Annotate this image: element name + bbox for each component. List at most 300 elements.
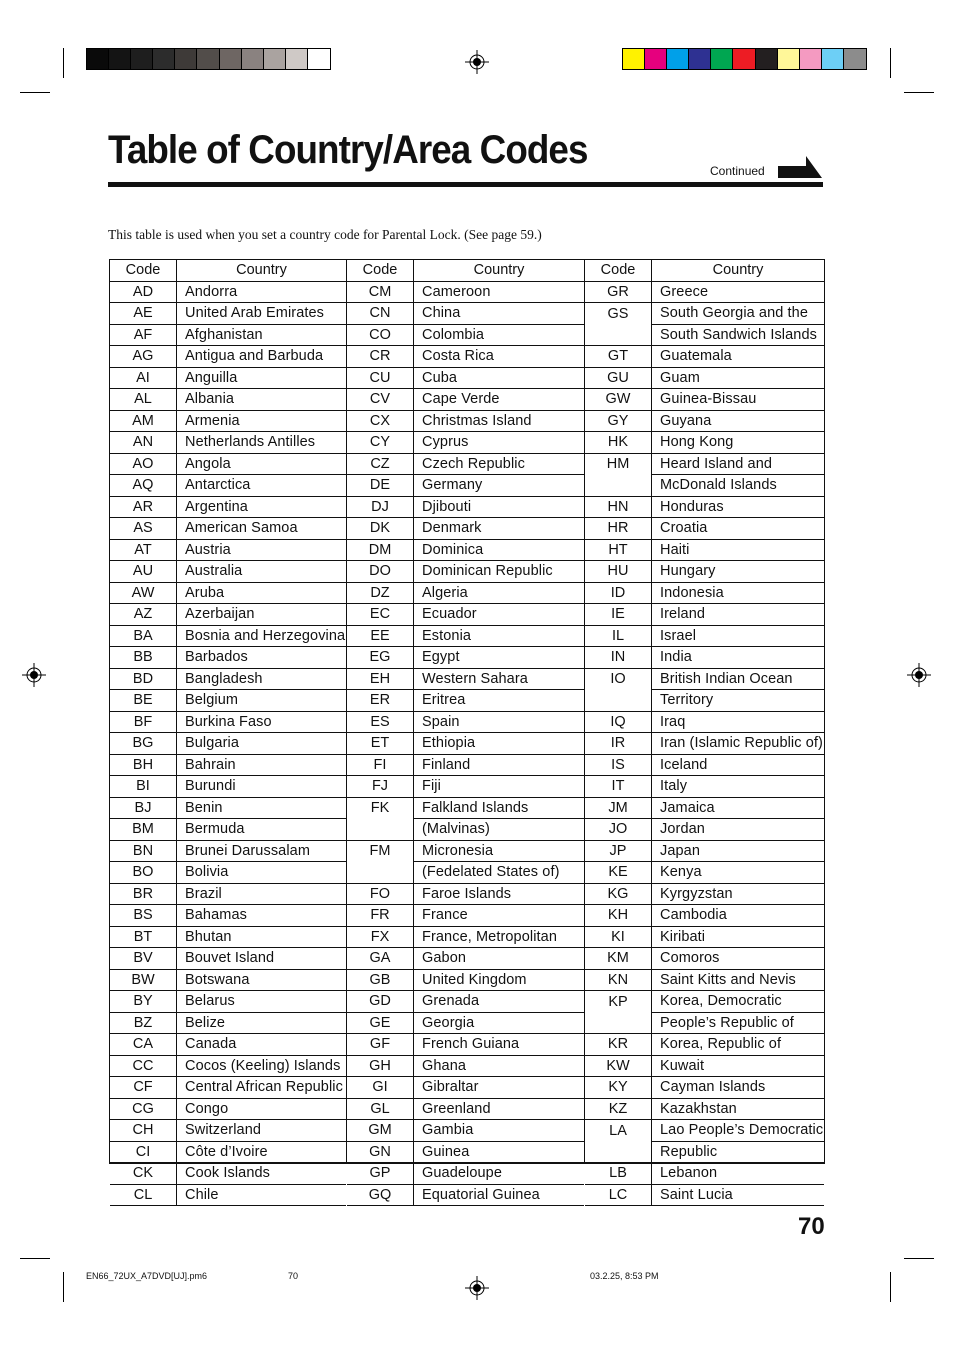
footer-page: 70 [288, 1271, 299, 1281]
country-code: AR [110, 496, 177, 518]
table-row [585, 410, 824, 432]
country-code: AG [110, 346, 177, 368]
country-header: Country [652, 260, 825, 281]
country-code: BW [110, 969, 177, 991]
table-row [585, 969, 824, 991]
table-row [110, 1120, 346, 1142]
country-name: Czech Republic [414, 453, 585, 475]
country-name: Faroe Islands [414, 883, 585, 905]
crop-mark [890, 48, 891, 78]
country-name: Iceland [652, 754, 825, 776]
country-name: Brunei Darussalam [177, 840, 347, 862]
table-row [110, 711, 346, 733]
country-code: IL [585, 625, 652, 647]
country-code: GP [347, 1163, 414, 1185]
country-name: Japan [652, 840, 825, 862]
color-swatch [822, 49, 844, 69]
table-row [585, 604, 824, 626]
country-name: Chile [177, 1184, 347, 1206]
intro-text: This table is used when you set a country code for Parental Lock. (See page 59.) [108, 227, 542, 242]
country-code: HK [585, 432, 652, 454]
country-name: Cuba [414, 367, 585, 389]
country-code: GA [347, 948, 414, 970]
table-row [110, 668, 346, 690]
color-swatch [109, 49, 131, 69]
table-row [347, 539, 584, 561]
table-row [347, 432, 584, 454]
table-row [347, 1055, 584, 1077]
table-row [110, 862, 346, 884]
country-code-empty [347, 862, 414, 884]
country-name: United Kingdom [414, 969, 585, 991]
country-name: Djibouti [414, 496, 585, 518]
country-code: LA [585, 1120, 652, 1142]
table-row [110, 518, 346, 540]
country-code: BI [110, 776, 177, 798]
country-name: Congo [177, 1098, 347, 1120]
country-code: CY [347, 432, 414, 454]
code-header: Code [347, 260, 414, 281]
country-name: Armenia [177, 410, 347, 432]
country-code: LB [585, 1163, 652, 1185]
table-row [347, 1141, 584, 1163]
table-row [347, 518, 584, 540]
country-code: BO [110, 862, 177, 884]
table-row [110, 969, 346, 991]
table-row [110, 1098, 346, 1120]
country-name: Antarctica [177, 475, 347, 497]
country-code: AT [110, 539, 177, 561]
country-name: Western Sahara [414, 668, 585, 690]
country-code: CF [110, 1077, 177, 1099]
table-row [110, 582, 346, 604]
country-code: FM [347, 840, 414, 862]
country-code: KE [585, 862, 652, 884]
table-row [347, 281, 584, 303]
country-code: AO [110, 453, 177, 475]
country-code: AN [110, 432, 177, 454]
country-code: AL [110, 389, 177, 411]
country-name: Lao People’s Democratic [652, 1120, 825, 1142]
table-row [347, 690, 584, 712]
table-row [585, 367, 824, 389]
country-code: DJ [347, 496, 414, 518]
table-row [347, 991, 584, 1013]
country-name: Egypt [414, 647, 585, 669]
country-code: CH [110, 1120, 177, 1142]
country-code: CI [110, 1141, 177, 1163]
crop-mark [63, 1272, 64, 1302]
country-name-continued: People’s Republic of [652, 1012, 825, 1034]
country-code: AU [110, 561, 177, 583]
country-code: GD [347, 991, 414, 1013]
country-name: Bahrain [177, 754, 347, 776]
country-code: EH [347, 668, 414, 690]
table-row [585, 1141, 824, 1163]
country-code: EG [347, 647, 414, 669]
country-name: Albania [177, 389, 347, 411]
country-name: Guadeloupe [414, 1163, 585, 1185]
country-name: Ethiopia [414, 733, 585, 755]
country-code: ES [347, 711, 414, 733]
country-code: AF [110, 324, 177, 346]
country-name: Micronesia [414, 840, 585, 862]
table-row [585, 1184, 824, 1206]
country-code: IQ [585, 711, 652, 733]
country-code: GY [585, 410, 652, 432]
country-code-empty [585, 1141, 652, 1163]
country-code: CL [110, 1184, 177, 1206]
country-code: GL [347, 1098, 414, 1120]
table-row [585, 1012, 824, 1034]
country-code: BY [110, 991, 177, 1013]
country-name: Bouvet Island [177, 948, 347, 970]
country-name: Bahamas [177, 905, 347, 927]
country-code: CK [110, 1163, 177, 1185]
country-code: FK [347, 797, 414, 819]
table-row [110, 776, 346, 798]
crop-mark [20, 1258, 50, 1259]
country-name: Saint Kitts and Nevis [652, 969, 825, 991]
country-code: AE [110, 303, 177, 325]
table-row [347, 1034, 584, 1056]
country-code: FJ [347, 776, 414, 798]
table-row [110, 1034, 346, 1056]
color-swatch [711, 49, 733, 69]
country-name: Bermuda [177, 819, 347, 841]
footer-datetime: 03.2.25, 8:53 PM [590, 1271, 659, 1281]
country-name-continued: Republic [652, 1141, 825, 1163]
table-row [110, 948, 346, 970]
country-code: KW [585, 1055, 652, 1077]
color-swatch [689, 49, 711, 69]
country-name: Kiribati [652, 926, 825, 948]
table-row [347, 647, 584, 669]
country-name: Côte d’Ivoire [177, 1141, 347, 1163]
country-code: HR [585, 518, 652, 540]
table-row [347, 346, 584, 368]
table-row [347, 475, 584, 497]
country-code: KY [585, 1077, 652, 1099]
country-code: KP [585, 991, 652, 1013]
country-code: KM [585, 948, 652, 970]
country-name: India [652, 647, 825, 669]
country-code: GE [347, 1012, 414, 1034]
country-code: FR [347, 905, 414, 927]
table-row [110, 432, 346, 454]
country-name: Algeria [414, 582, 585, 604]
color-swatch [264, 49, 286, 69]
table-row [347, 303, 584, 325]
country-name: British Indian Ocean [652, 668, 825, 690]
table-row [347, 1163, 584, 1185]
country-name: American Samoa [177, 518, 347, 540]
table-row [110, 754, 346, 776]
color-swatch [220, 49, 242, 69]
color-swatch [242, 49, 264, 69]
table-row [347, 625, 584, 647]
table-row [585, 1163, 824, 1185]
country-code: BN [110, 840, 177, 862]
country-name: Guyana [652, 410, 825, 432]
color-swatch [286, 49, 308, 69]
country-name: French Guiana [414, 1034, 585, 1056]
country-name-continued: McDonald Islands [652, 475, 825, 497]
table-row [347, 1120, 584, 1142]
table-row [110, 367, 346, 389]
country-name: Fiji [414, 776, 585, 798]
country-name: Equatorial Guinea [414, 1184, 585, 1206]
country-code: HN [585, 496, 652, 518]
country-name: Gambia [414, 1120, 585, 1142]
table-row [347, 496, 584, 518]
country-code: GB [347, 969, 414, 991]
table-row [110, 410, 346, 432]
registration-target-icon [465, 50, 489, 74]
country-name: Australia [177, 561, 347, 583]
table-row [347, 1098, 584, 1120]
country-name: Dominica [414, 539, 585, 561]
country-name: Saint Lucia [652, 1184, 825, 1206]
country-code: KZ [585, 1098, 652, 1120]
country-name: Botswana [177, 969, 347, 991]
country-code: BJ [110, 797, 177, 819]
country-name: Hungary [652, 561, 825, 583]
table-row [347, 668, 584, 690]
country-code: BF [110, 711, 177, 733]
country-name-continued: (Malvinas) [414, 819, 585, 841]
country-name: Burkina Faso [177, 711, 347, 733]
table-column [109, 259, 347, 1203]
country-code: BR [110, 883, 177, 905]
table-row [347, 733, 584, 755]
country-code: CR [347, 346, 414, 368]
country-name: Cape Verde [414, 389, 585, 411]
table-row [110, 625, 346, 647]
country-code: KH [585, 905, 652, 927]
country-name: United Arab Emirates [177, 303, 347, 325]
country-code: BM [110, 819, 177, 841]
table-row [585, 303, 824, 325]
table-row [110, 926, 346, 948]
country-name: Iraq [652, 711, 825, 733]
table-row [585, 819, 824, 841]
country-code-empty [585, 324, 652, 346]
table-row [585, 905, 824, 927]
country-code: IT [585, 776, 652, 798]
country-code: CM [347, 281, 414, 303]
table-row [347, 948, 584, 970]
table-row [110, 991, 346, 1013]
country-name: Jamaica [652, 797, 825, 819]
table-row [347, 410, 584, 432]
country-code: BZ [110, 1012, 177, 1034]
country-name: France [414, 905, 585, 927]
table-row [110, 303, 346, 325]
table-row [585, 1120, 824, 1142]
country-name: Estonia [414, 625, 585, 647]
country-name: Falkland Islands [414, 797, 585, 819]
country-code: BD [110, 668, 177, 690]
continued-label: Continued [710, 164, 765, 178]
country-code: AW [110, 582, 177, 604]
table-row [585, 453, 824, 475]
table-row [585, 733, 824, 755]
table-row [347, 582, 584, 604]
table-row [347, 453, 584, 475]
table-row [585, 625, 824, 647]
country-name: Finland [414, 754, 585, 776]
page-title: Table of Country/Area Codes [108, 128, 588, 172]
continued-arrow-icon [778, 156, 822, 178]
country-code-table [109, 259, 825, 1203]
country-name: Kuwait [652, 1055, 825, 1077]
registration-target-icon [907, 663, 931, 687]
country-name: Greenland [414, 1098, 585, 1120]
country-name: Cambodia [652, 905, 825, 927]
country-name: Ecuador [414, 604, 585, 626]
table-row [347, 776, 584, 798]
table-row [110, 1055, 346, 1077]
country-name: Lebanon [652, 1163, 825, 1185]
table-row [347, 324, 584, 346]
country-name: Ireland [652, 604, 825, 626]
table-row [110, 905, 346, 927]
table-row [585, 776, 824, 798]
table-row [585, 647, 824, 669]
country-name: Andorra [177, 281, 347, 303]
table-column [347, 259, 585, 1203]
table-row [585, 668, 824, 690]
country-code: AS [110, 518, 177, 540]
table-row [347, 754, 584, 776]
country-code: BS [110, 905, 177, 927]
country-name: Guatemala [652, 346, 825, 368]
table-row [110, 647, 346, 669]
country-name: Italy [652, 776, 825, 798]
country-code: AQ [110, 475, 177, 497]
country-code: HU [585, 561, 652, 583]
country-name: Jordan [652, 819, 825, 841]
color-swatch [756, 49, 778, 69]
country-code: FX [347, 926, 414, 948]
table-row [110, 1012, 346, 1034]
table-row [110, 453, 346, 475]
table-row [347, 367, 584, 389]
table-row [110, 389, 346, 411]
table-row [585, 991, 824, 1013]
country-code: FO [347, 883, 414, 905]
country-name: Argentina [177, 496, 347, 518]
table-row [347, 604, 584, 626]
country-code: HT [585, 539, 652, 561]
table-row [347, 389, 584, 411]
table-column [585, 259, 825, 1203]
title-rule [108, 182, 823, 187]
table-row [347, 862, 584, 884]
country-code: LC [585, 1184, 652, 1206]
country-code-empty [585, 475, 652, 497]
color-swatch [800, 49, 822, 69]
country-name: Greece [652, 281, 825, 303]
color-swatch [844, 49, 866, 69]
country-name: Kyrgyzstan [652, 883, 825, 905]
country-code: DZ [347, 582, 414, 604]
country-name: Grenada [414, 991, 585, 1013]
country-name: Spain [414, 711, 585, 733]
color-swatch [87, 49, 109, 69]
table-row [585, 475, 824, 497]
country-name: Cocos (Keeling) Islands [177, 1055, 347, 1077]
country-name: Comoros [652, 948, 825, 970]
country-code: GQ [347, 1184, 414, 1206]
country-name: Georgia [414, 1012, 585, 1034]
table-row [347, 561, 584, 583]
country-code: JP [585, 840, 652, 862]
crop-mark [904, 92, 934, 93]
table-row [585, 324, 824, 346]
country-name: China [414, 303, 585, 325]
table-row [585, 346, 824, 368]
country-code: CU [347, 367, 414, 389]
table-row [585, 496, 824, 518]
country-code: CA [110, 1034, 177, 1056]
country-name: Korea, Republic of [652, 1034, 825, 1056]
country-code: DO [347, 561, 414, 583]
country-name: Germany [414, 475, 585, 497]
country-name: Brazil [177, 883, 347, 905]
table-row [110, 1141, 346, 1163]
country-code: BT [110, 926, 177, 948]
country-name: Bosnia and Herzegovina [177, 625, 347, 647]
country-name: Antigua and Barbuda [177, 346, 347, 368]
table-row [110, 1184, 346, 1206]
table-row [110, 733, 346, 755]
country-code: BB [110, 647, 177, 669]
country-name: Gibraltar [414, 1077, 585, 1099]
registration-target-icon [465, 1276, 489, 1300]
country-name: Bulgaria [177, 733, 347, 755]
country-code: GR [585, 281, 652, 303]
country-code: FI [347, 754, 414, 776]
country-code: CN [347, 303, 414, 325]
color-swatch [175, 49, 197, 69]
color-swatch [667, 49, 689, 69]
country-code: GN [347, 1141, 414, 1163]
country-code: GH [347, 1055, 414, 1077]
country-name: France, Metropolitan [414, 926, 585, 948]
table-row [110, 281, 346, 303]
crop-mark [63, 48, 64, 78]
country-name: Guinea-Bissau [652, 389, 825, 411]
table-row [347, 711, 584, 733]
country-name: Indonesia [652, 582, 825, 604]
country-code: EC [347, 604, 414, 626]
table-row [585, 518, 824, 540]
country-code: BA [110, 625, 177, 647]
country-name: Guam [652, 367, 825, 389]
table-row [110, 475, 346, 497]
country-name: Cameroon [414, 281, 585, 303]
table-row [585, 711, 824, 733]
country-name: Austria [177, 539, 347, 561]
table-row [585, 754, 824, 776]
country-code: IO [585, 668, 652, 690]
table-row [585, 797, 824, 819]
country-code: IS [585, 754, 652, 776]
table-row [110, 1163, 346, 1185]
country-code: CZ [347, 453, 414, 475]
